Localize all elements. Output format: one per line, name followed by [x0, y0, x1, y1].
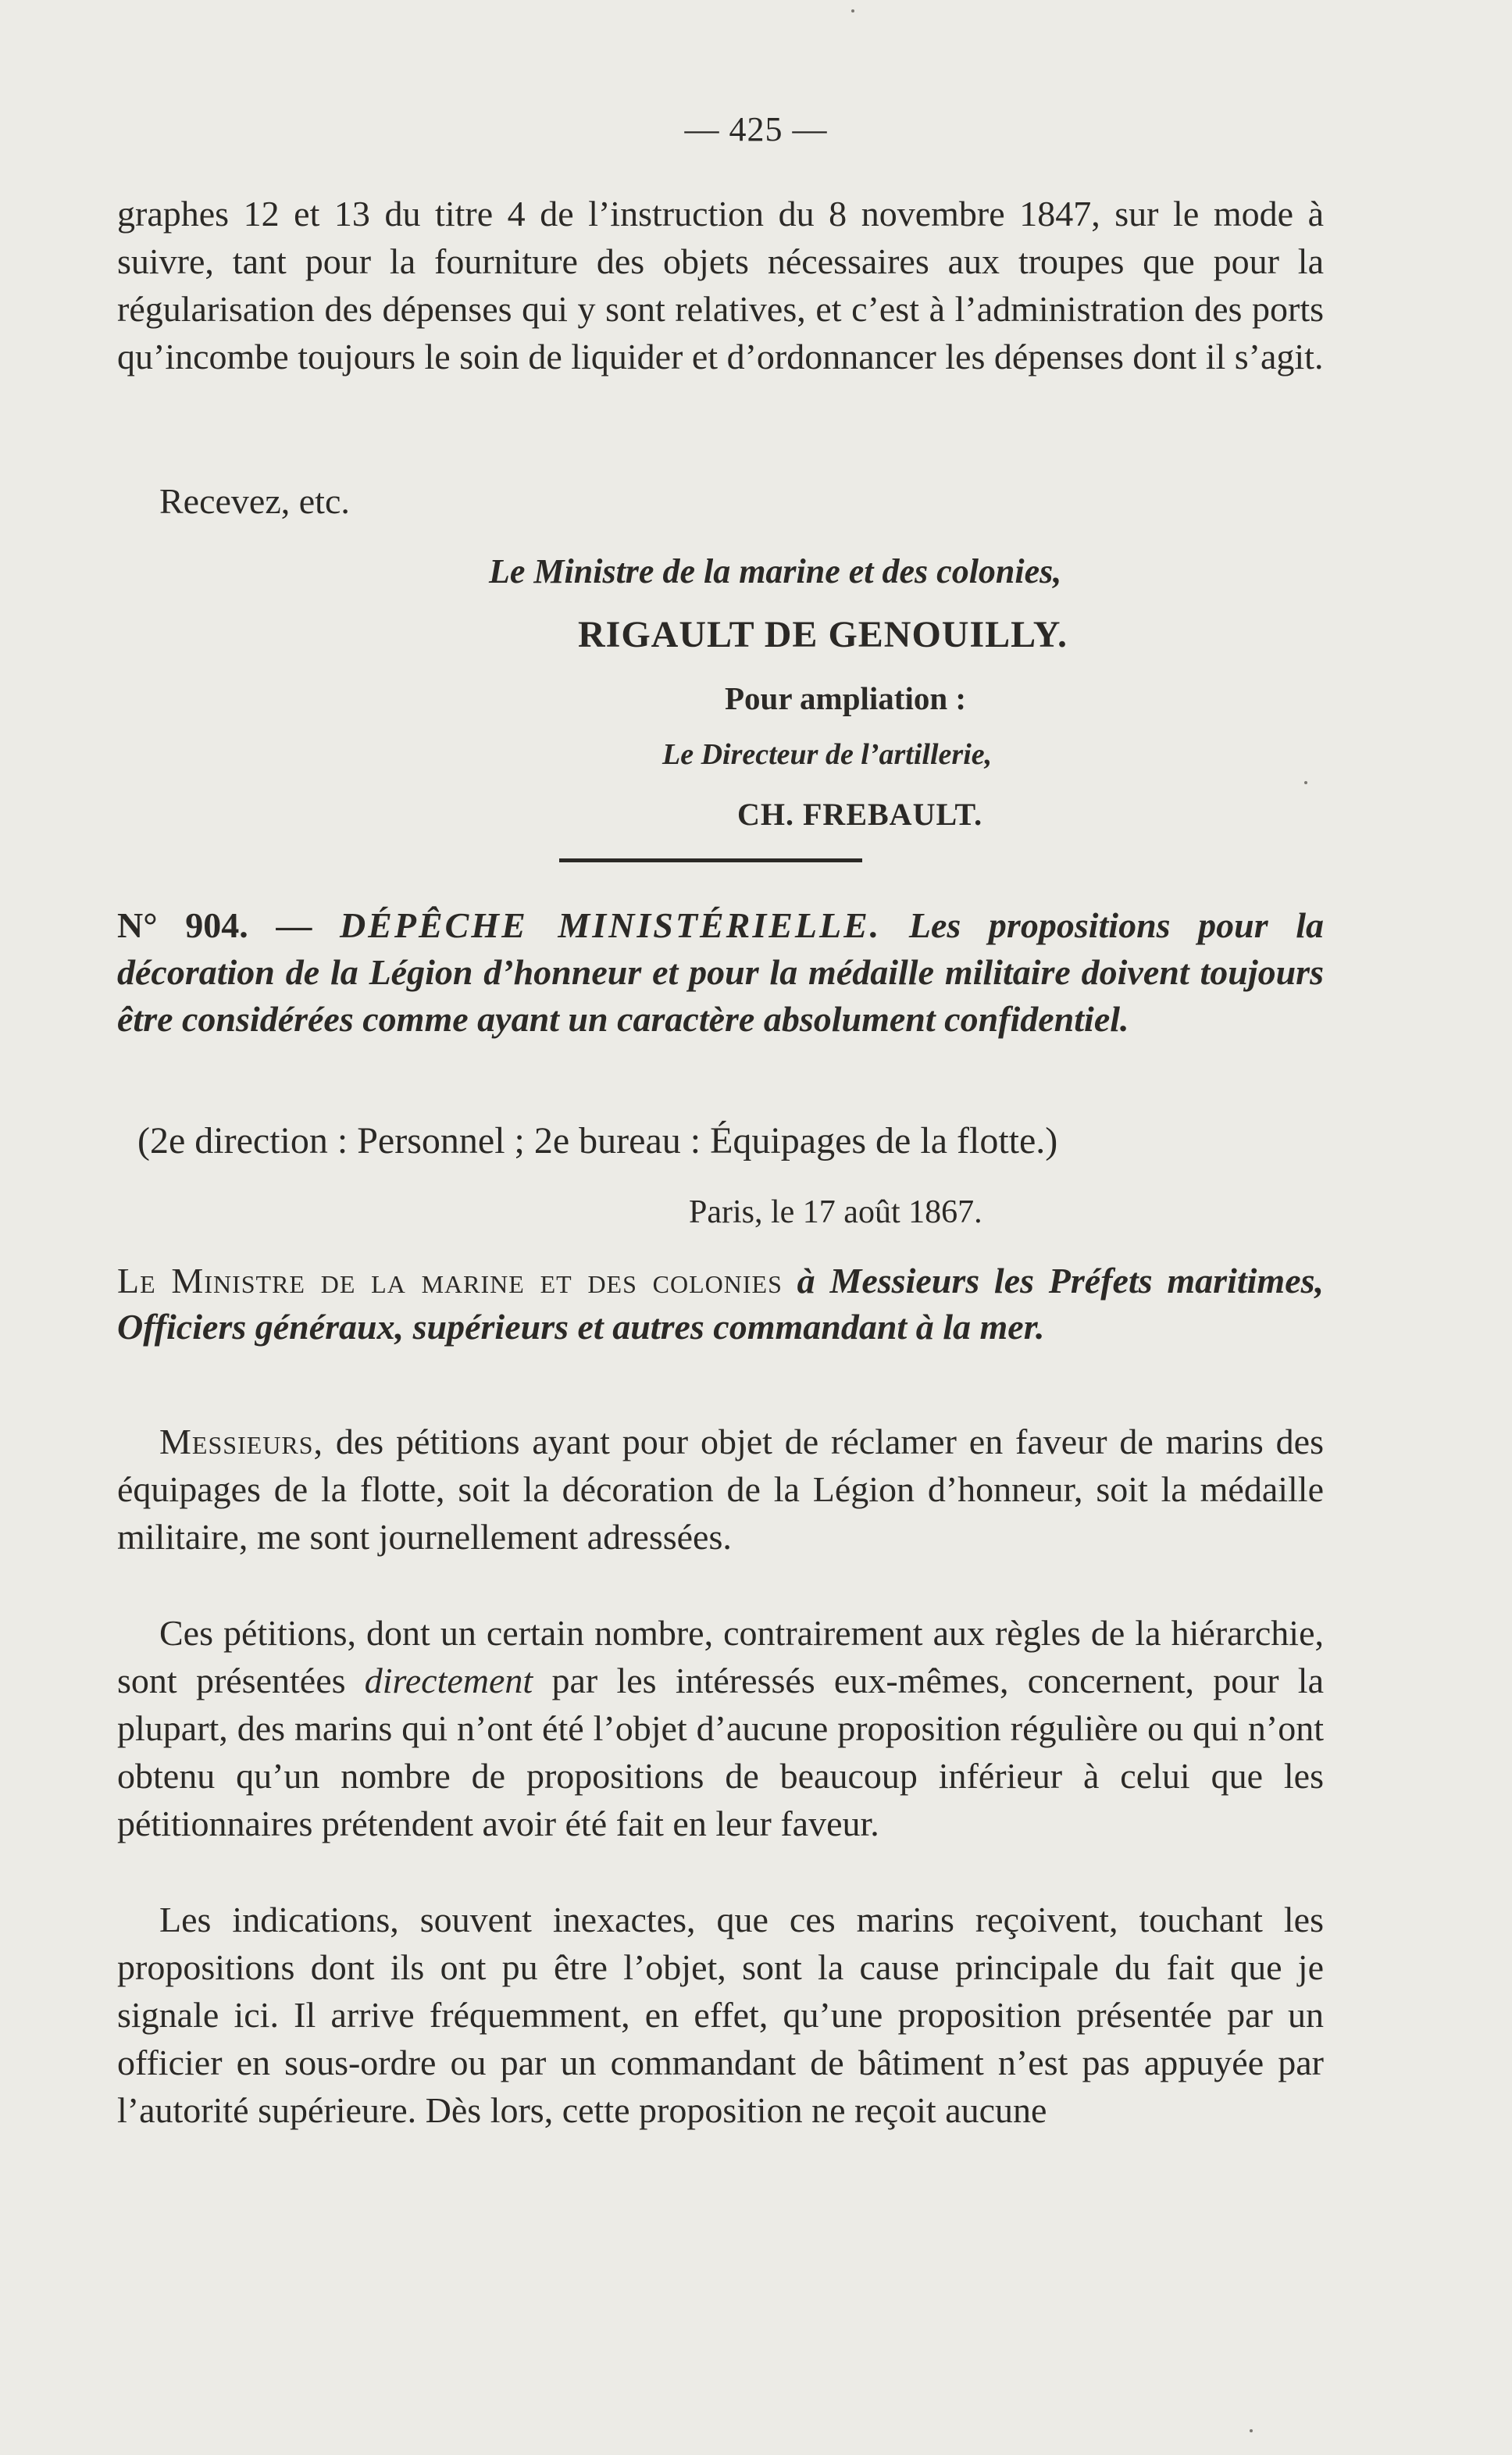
- page-number: — 425 —: [684, 110, 828, 148]
- dispatch-number: N° 904.: [117, 905, 248, 945]
- section-divider: [559, 858, 862, 862]
- director-title: Le Directeur de l’artillerie,: [662, 738, 993, 771]
- director-name: CH. FREBAULT.: [737, 797, 983, 832]
- place-date: Paris, le 17 août 1867.: [689, 1194, 982, 1230]
- paragraph-continuation: graphes 12 et 13 du titre 4 de l’instruction du 8 novembre 1847, sur le mode à suivre, tant pour la fourniture des objets nécessaires aux troupes que pour la régularisation des dépenses qui y sont relatives, et c’est à l’administration des ports qu’incombe toujours le soin de liquider et d’ordonnancer les dépenses dont il s’agit.: [117, 194, 1324, 376]
- heading-dash: —: [276, 905, 312, 945]
- paragraph-hierarchy-emphasis: directement: [364, 1661, 533, 1700]
- dispatch-summary: Les propositions pour la décoration de la Légion d’honneur et pour la médaille militaire doivent toujours être considérées comme ayant un caractère absolument confidentiel.: [117, 905, 1325, 1039]
- ampliation-label: Pour ampliation :: [725, 680, 967, 716]
- address-recipients: à Messieurs les Préfets maritimes, Officiers généraux, supérieurs et autres commandant à la mer.: [117, 1261, 1325, 1347]
- paper-speck: [851, 9, 854, 12]
- paper-speck: [1304, 781, 1307, 784]
- signatory-name: RIGAULT DE GENOUILLY.: [578, 614, 1068, 655]
- dispatch-kind: DÉPÊCHE MINISTÉRIELLE.: [339, 905, 882, 945]
- address-block: [117, 1258, 1324, 1350]
- paragraph-petitions-text: des pétitions ayant pour objet de réclamer en faveur de marins des équipages de la flotte, soit la décoration de la Légion d’honneur, soit la médaille militaire, me sont journellement adressées.: [117, 1422, 1324, 1557]
- paragraph-hierarchy-end: par les intéressés eux-mêmes, concernent, pour la plupart, des marins qui n’ont été l’objet d’aucune proposition régulière ou qui n’ont obtenu qu’un nombre de propositions de beaucoup inférieur à celui que les pétitionnaires prétendent avoir été fait en leur faveur.: [117, 1661, 1325, 1843]
- salutation: Messieurs,: [159, 1422, 323, 1461]
- closing-formula: Recevez, etc.: [159, 481, 350, 521]
- paragraph-petitions: [117, 1418, 1324, 1561]
- address-sender: Le Ministre de la marine et des colonies: [117, 1261, 783, 1301]
- direction-line: (2e direction : Personnel ; 2e bureau : Équipages de la flotte.): [137, 1120, 1058, 1161]
- paper-speck: [1250, 2429, 1253, 2432]
- paragraph-hierarchy-start: Ces pétitions, dont un certain nombre, contrairement aux règles de la hiérarchie, sont présentées: [117, 1613, 1324, 1700]
- paragraph-hierarchy: [117, 1609, 1324, 1847]
- dispatch-heading: [117, 902, 1324, 1043]
- signatory-title: Le Ministre de la marine et des colonies,: [489, 552, 1062, 591]
- paragraph-indications: Les indications, souvent inexactes, que ces marins reçoivent, touchant les propositions dont ils ont pu être l’objet, sont la cause principale du fait que je signale ici. Il arrive fréquemment, en effet, qu’une proposition présentée par un officier en sous-ordre ou par un commandant de bâtiment n’est pas appuyée par l’autorité supérieure. Dès lors, cette proposition ne reçoit aucune: [117, 1900, 1324, 2130]
